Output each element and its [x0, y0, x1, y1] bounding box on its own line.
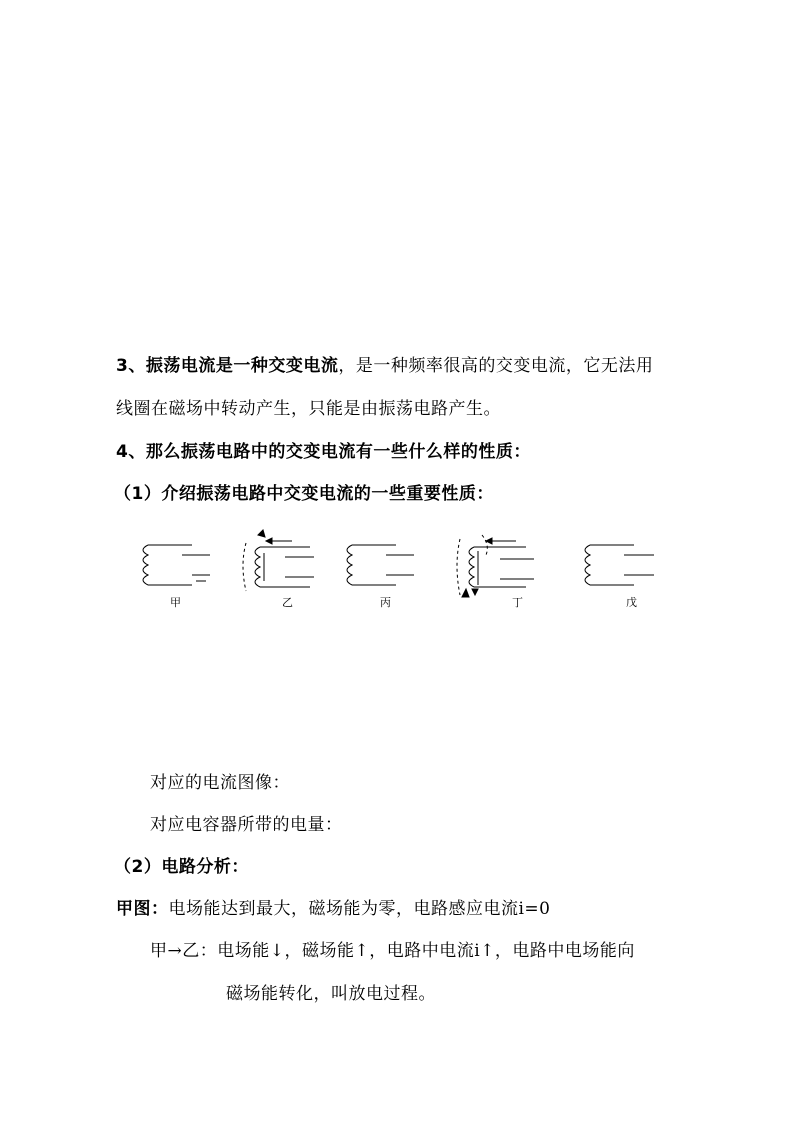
diagram-label-bing: 丙 — [380, 596, 391, 609]
item3-line1 — [116, 354, 653, 378]
jia-text: 电场能达到最大，磁场能为零，电路感应电流i=0 — [168, 899, 551, 919]
sub1-heading: （1）介绍振荡电路中交变电流的一些重要性质： — [114, 484, 494, 504]
current-graph-label: 对应的电流图像： — [150, 773, 290, 793]
lc-circuit-diagrams — [120, 525, 680, 620]
circuit-yi — [243, 530, 314, 591]
circuit-ding — [457, 535, 534, 597]
item3-bold-text: 3、振荡电流是一种交变电流 — [116, 356, 339, 376]
diagram-label-wu: 戊 — [626, 596, 637, 609]
jia-yi-line1: 甲→乙：电场能↓，磁场能↑，电路中电流i↑，电路中电场能向 — [150, 941, 635, 961]
jia-yi-line2: 磁场能转化，叫放电过程。 — [226, 984, 436, 1004]
sub2-heading: （2）电路分析： — [114, 857, 249, 877]
jia-line — [116, 897, 551, 921]
diagram-label-ding: 丁 — [512, 596, 523, 609]
diagram-label-jia: 甲 — [170, 596, 181, 609]
circuit-bing — [347, 545, 414, 585]
circuit-wu — [585, 545, 654, 585]
item3-rest-text: ，是一种频率很高的交变电流，它无法用 — [338, 356, 654, 376]
item4-heading: 4、那么振荡电路中的交变电流有一些什么样的性质： — [116, 442, 531, 462]
circuit-jia — [143, 545, 210, 585]
capacitor-charge-label: 对应电容器所带的电量： — [150, 815, 343, 835]
lc-circuit-svg — [120, 525, 680, 620]
jia-label: 甲图： — [116, 899, 169, 919]
item3-line2: 线圈在磁场中转动产生，只能是由振荡电路产生。 — [116, 399, 501, 419]
diagram-label-yi: 乙 — [282, 596, 293, 609]
